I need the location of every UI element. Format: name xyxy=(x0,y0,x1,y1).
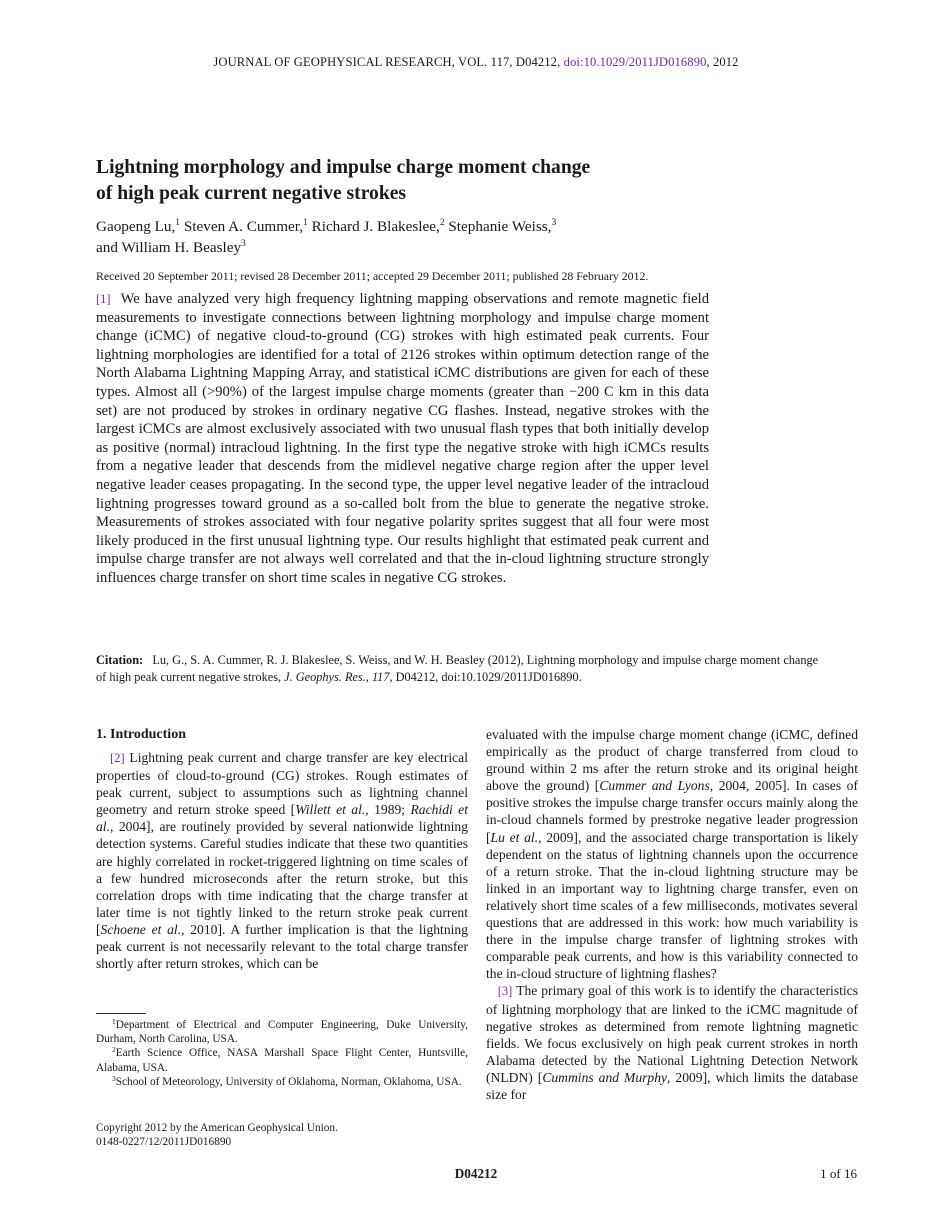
title-line-2: of high peak current negative strokes xyxy=(96,183,407,204)
citation-text-3: , D04212, doi:10.1029/2011JD016890. xyxy=(389,670,582,684)
author-2-affil: 1 xyxy=(303,218,308,228)
author-5-affil: 3 xyxy=(241,239,246,249)
footnote-3-mark: 3 xyxy=(112,1073,116,1083)
footnote-2 xyxy=(96,1046,468,1074)
paragraph-2 xyxy=(96,749,468,972)
footnote-2-text: Earth Science Office, NASA Marshall Space Flight Center, Huntsville, Alabama, USA. xyxy=(96,1047,468,1074)
citation xyxy=(96,652,826,686)
para-3-text-b: , 2009], which limits the database size for xyxy=(486,1069,858,1102)
paragraph-3 xyxy=(486,982,858,1103)
footnote-divider xyxy=(96,1013,146,1014)
journal-header xyxy=(0,55,952,70)
author-5: and William H. Beasley xyxy=(96,239,242,256)
footnote-1-text: Department of Electrical and Computer Engineering, Duke University, Durham, North Carolina, USA. xyxy=(96,1019,468,1046)
ref-rachidi[interactable]: Rachidi et al. xyxy=(96,802,468,835)
section-heading-introduction: 1. Introduction xyxy=(96,727,186,742)
copyright-notice xyxy=(96,1121,468,1149)
title-line-1: Lightning morphology and impulse charge moment change xyxy=(96,157,591,178)
abstract xyxy=(96,290,709,588)
footnote-3 xyxy=(96,1075,468,1089)
para-3-number[interactable]: [3] xyxy=(497,984,513,999)
para-2-cont-text-b: , 2004, 2005]. In cases of positive strokes the impulse charge transfer occurs mainly along the in-cloud channels formed by prestroke negative leader progression [ xyxy=(486,778,858,845)
publication-dates: Received 20 September 2011; revised 28 December 2011; accepted 29 December 2011; published 28 February 2012. xyxy=(96,269,649,283)
para-2-text-a: Lightning peak current and charge transfer are key electrical properties of cloud-to-ground (CG) strokes. Rough estimates of peak current, subject to assumptions such as lightning channel geometry and return stroke speed [ xyxy=(96,750,468,818)
para-2-text-c: , 2004], are routinely provided by several nationwide lightning detection systems. Careful studies indicate that these two quantities are highly correlated in rocket-triggered lightning on time scales of a few hundred microseconds after the return stroke, but this correlation drops with time indicating that the charge transfer at later time is not tightly linked to the return stroke peak current [ xyxy=(96,819,468,937)
para-2-cont-text-c: , 2009], and the associated charge transportation is likely dependent on the status of lightning channels upon the occurrence of a return stroke. That the in-cloud lightning structure may be linked in an important way to lightning charge transfer, even on relatively short time scales of a few milliseconds, motivates several questions that are addressed in this work: how much variability is there in the impulse charge transfer of lightning strokes with comparable peak currents, and how is this variability connected to the in-cloud structure of lightning flashes? xyxy=(486,829,858,982)
ref-schoene[interactable]: Schoene et al. xyxy=(100,921,182,937)
doi-link[interactable]: doi:10.1029/2011JD016890 xyxy=(563,55,707,69)
para-2-cont-text-a: evaluated with the impulse charge moment change (iCMC, defined empirically as the product of charge transferred from cloud to ground within 2 ms after the return stroke and its original height above the ground) [ xyxy=(486,727,858,794)
citation-text-1: Lu, G., S. A. Cummer, R. J. Blakeslee, S. Weiss, and W. H. Beasley (2012), Lightning morphology and impulse charge moment change of high peak current negative strokes, xyxy=(96,653,819,684)
para-2-number[interactable]: [2] xyxy=(110,751,125,765)
citation-journal: J. Geophys. Res. xyxy=(284,670,366,684)
abstract-text: We have analyzed very high frequency lightning mapping observations and remote magnetic field measurements to investigate connections between lightning morphology and impulse charge moment change (iCMC) of negative cloud-to-ground (CG) strokes with high estimated peak currents. Four lightning morphologies are identified for a total of 2126 strokes within optimum detection range of the North Alabama Lightning Mapping Array, and statistical iCMC distributions are given for each of these types. Almost all (>90%) of the largest impulse charge moments (greater than −200 C km in this data set) are not produced by strokes in ordinary negative CG flashes. Instead, negative strokes with the largest iCMCs are almost exclusively associated with two unusual flash types that both initially develop as positive (normal) intracloud lightning. In the first type the negative stroke with high iCMCs results from a negative leader that descends from the midlevel negative charge region after the upper level negative leader ceases propagating. In the second type, the upper level negative leader of the intracloud lightning progresses toward ground as a so-called bolt from the blue to generate the negative stroke. Measurements of strokes associated with four negative polarity sprites suggest that all four were most likely produced in the first unusual lightning type. Our results highlight that estimated peak current and impulse charge transfer are not always well correlated and that the in-cloud lightning structure strongly influences charge transfer on short time scales in negative CG strokes. xyxy=(96,291,710,586)
footnote-1-mark: 1 xyxy=(112,1017,116,1026)
ref-cummer-lyons[interactable]: Cummer and Lyons xyxy=(599,778,710,794)
author-3-affil: 2 xyxy=(439,218,445,228)
footnote-2-mark: 2 xyxy=(112,1045,116,1055)
abstract-para-number[interactable]: [1] xyxy=(96,292,111,306)
author-1: Gaopeng Lu, xyxy=(96,218,176,235)
footer-page-number: 1 of 16 xyxy=(820,1166,857,1181)
paper-title xyxy=(96,155,716,207)
citation-volume: 117 xyxy=(371,670,390,684)
left-column xyxy=(96,726,468,972)
issn-line: 0148-0227/12/2011JD016890 xyxy=(96,1136,232,1148)
citation-text-2: , xyxy=(365,670,372,684)
journal-year: , 2012 xyxy=(706,55,739,69)
footnote-3-text: School of Meteorology, University of Oklahoma, Norman, Oklahoma, USA. xyxy=(115,1075,462,1088)
paragraph-2-continued xyxy=(486,726,858,982)
author-1-affil: 1 xyxy=(175,218,181,228)
author-2: Steven A. Cummer, xyxy=(183,218,304,235)
author-4: Stephanie Weiss, xyxy=(448,218,552,235)
author-3: Richard J. Blakeslee, xyxy=(311,218,440,235)
citation-label: Citation: xyxy=(96,653,144,667)
copyright-line: Copyright 2012 by the American Geophysical Union. xyxy=(96,1122,338,1134)
journal-name: JOURNAL OF GEOPHYSICAL RESEARCH, VOL. 117, D04212, xyxy=(213,55,561,69)
para-2-text-d: , 2010]. A further implication is that the lightning peak current is not necessarily relevant to the total charge transfer shortly after return strokes, which can be xyxy=(96,921,468,972)
right-column xyxy=(486,726,858,1103)
author-list xyxy=(96,216,736,258)
author-4-affil: 3 xyxy=(551,218,557,228)
para-2-text-b: , 1989; xyxy=(365,802,411,818)
ref-lu[interactable]: Lu et al. xyxy=(490,829,539,845)
para-3-text-a: The primary goal of this work is to identify the characteristics of lightning morphology that are linked to the iCMC magnitude of negative strokes as determined from remote lightning magnetic fields. We focus exclusively on high peak current strokes in north Alabama detected by the National Lightning Detection Network (NLDN) [ xyxy=(486,983,858,1085)
ref-willett[interactable]: Willett et al. xyxy=(295,802,366,818)
affiliation-footnotes xyxy=(96,1018,468,1089)
footnote-1 xyxy=(96,1018,468,1046)
footer-article-id: D04212 xyxy=(454,1166,498,1181)
ref-cummins-murphy[interactable]: Cummins and Murphy xyxy=(542,1069,668,1085)
